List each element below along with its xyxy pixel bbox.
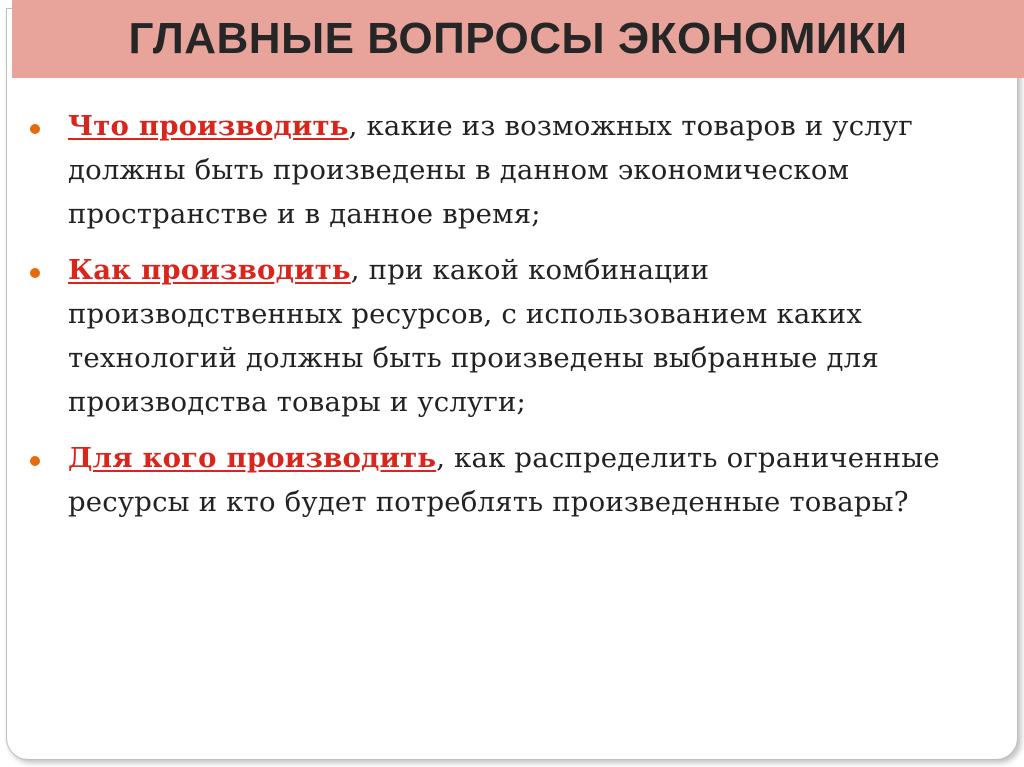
list-item-term: Как производить <box>68 254 351 286</box>
bullet-icon <box>30 456 40 466</box>
list-item-term: Что производить <box>68 110 349 142</box>
slide-title: ГЛАВНЫЕ ВОПРОСЫ ЭКОНОМИКИ <box>128 14 908 63</box>
bullet-icon <box>30 124 40 134</box>
list-item-description: , как распределить ограниченные ресурсы и кто будет потреблять произведенные товары? <box>68 442 940 518</box>
list-item-description: , какие из возможных товаров и услуг должны быть произведены в данном экономическом пространстве и в данное время; <box>68 110 913 230</box>
list-item <box>30 248 970 424</box>
list-item-term: Для кого производить <box>68 442 437 474</box>
list-item <box>30 436 970 524</box>
list-item-text <box>68 436 970 524</box>
list-item-text <box>68 104 970 236</box>
list-item <box>30 104 970 236</box>
list-item-text <box>68 248 970 424</box>
list-item-description: , при какой комбинации производственных ресурсов, с использованием каких технологий должны быть произведены выбранные для производства товары и услуги; <box>68 254 879 418</box>
bullet-list <box>30 104 970 536</box>
title-bar <box>12 0 1024 78</box>
bullet-icon <box>30 268 40 278</box>
